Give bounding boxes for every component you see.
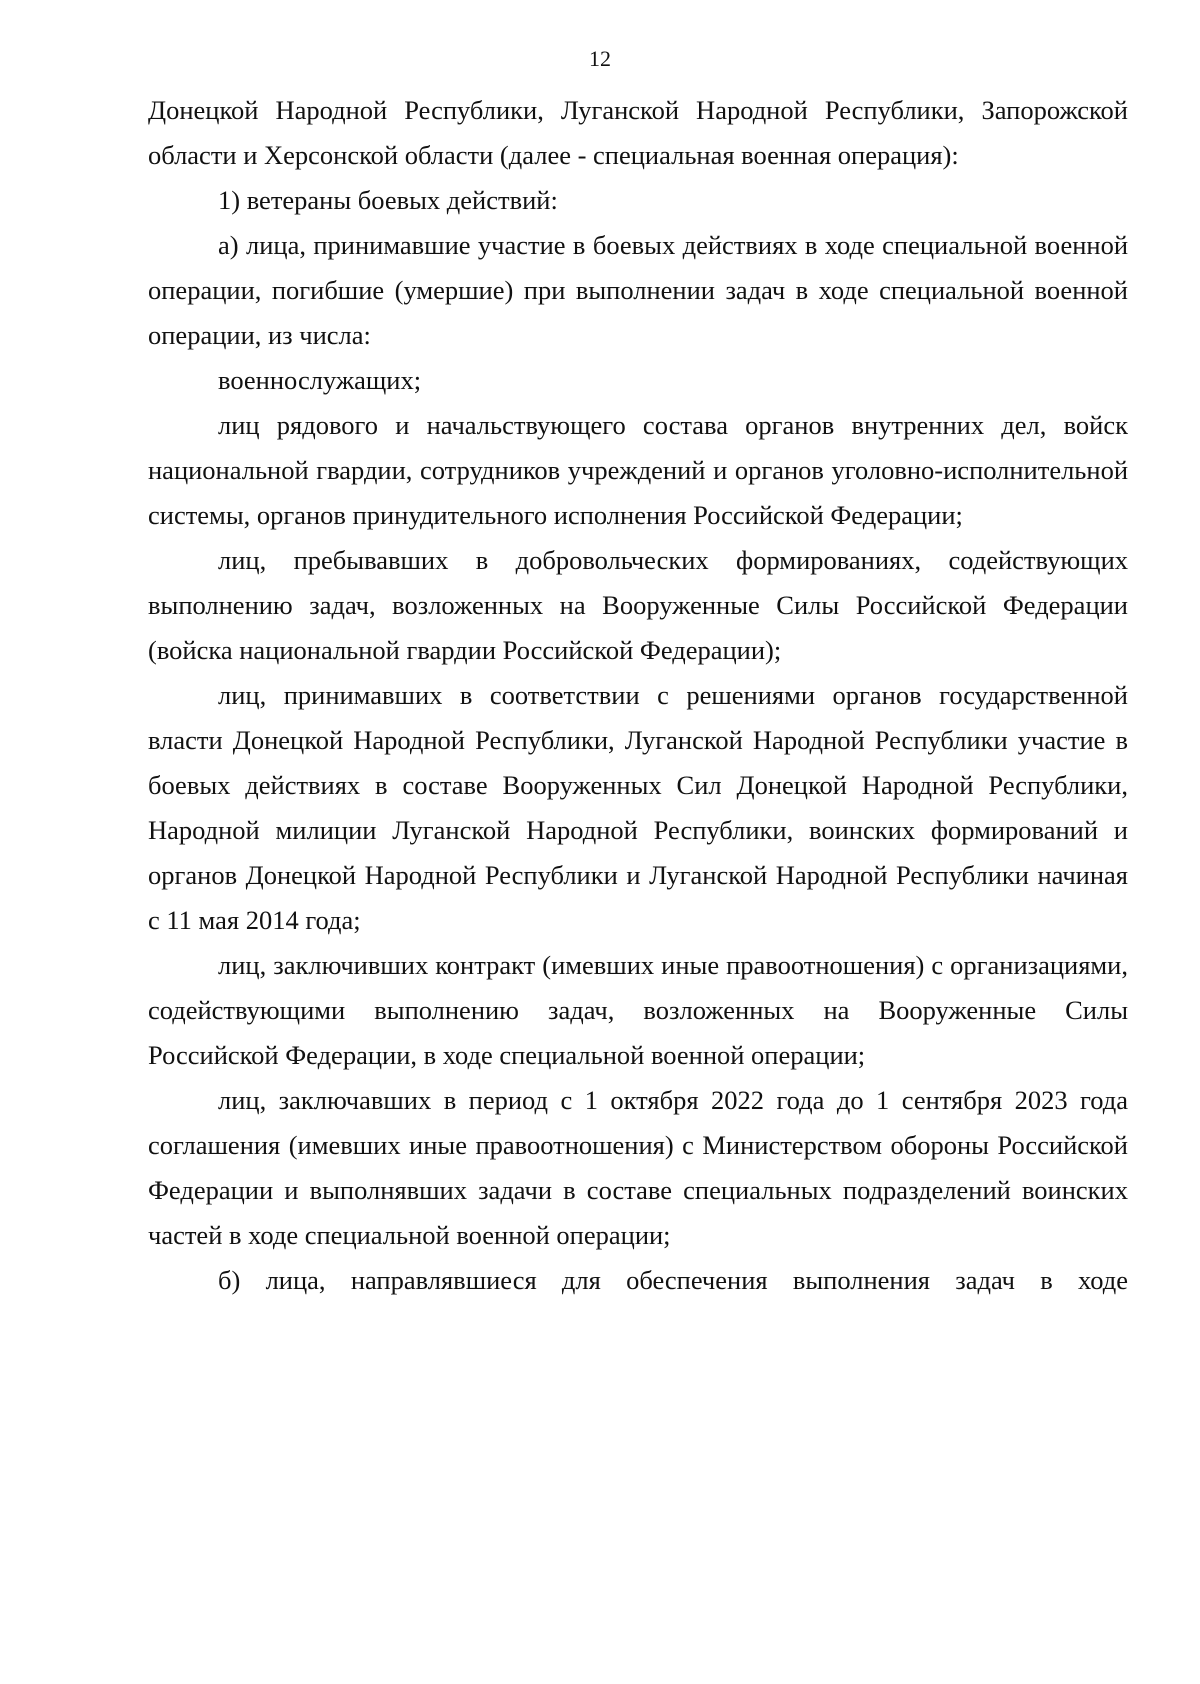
paragraph: б) лица, направлявшиеся для обеспечения выполнения задач в ходе (218, 1265, 1128, 1295)
paragraph: лиц рядового и начальствующего состава органов внутренних дел, войск национальной гвардии, сотрудников учреждений и органов уголовно-исполнительной системы, органов принудительного исполнения Российской Федерации; (148, 410, 1128, 530)
paragraph: Донецкой Народной Республики, Луганской Народной Республики, Запорожской области и Херсонской области (далее - специальная военная операция): (148, 95, 1128, 170)
paragraph: 1) ветераны боевых действий: (218, 185, 558, 215)
paragraph: лиц, заключивших контракт (имевших иные правоотношения) с организациями, содействующими выполнению задач, возложенных на Вооруженные Силы Российской Федерации, в ходе специальной военной операции; (148, 950, 1128, 1070)
document-body (148, 88, 1128, 1303)
paragraph: военнослужащих; (218, 365, 422, 395)
paragraph: а) лица, принимавшие участие в боевых действиях в ходе специальной военной операции, погибшие (умершие) при выполнении задач в ходе специальной военной операции, из числа: (148, 230, 1128, 350)
page-number: 12 (589, 46, 611, 71)
paragraph: лиц, принимавших в соответствии с решениями органов государственной власти Донецкой Народной Республики, Луганской Народной Республики участие в боевых действиях в составе Вооруженных Сил Донецкой Народной Республики, Народной милиции Луганской Народной Республики, воинских формирований и органов Донецкой Народной Республики и Луганской Народной Республики начиная с 11 мая 2014 года; (148, 680, 1128, 935)
paragraph: лиц, заключавших в период с 1 октября 2022 года до 1 сентября 2023 года соглашения (имевших иные правоотношения) с Министерством обороны Российской Федерации и выполнявших задачи в составе специальных подразделений воинских частей в ходе специальной военной операции; (148, 1085, 1128, 1250)
paragraph: лиц, пребывавших в добровольческих формированиях, содействующих выполнению задач, возложенных на Вооруженные Силы Российской Федерации (войска национальной гвардии Российской Федерации); (148, 545, 1128, 665)
